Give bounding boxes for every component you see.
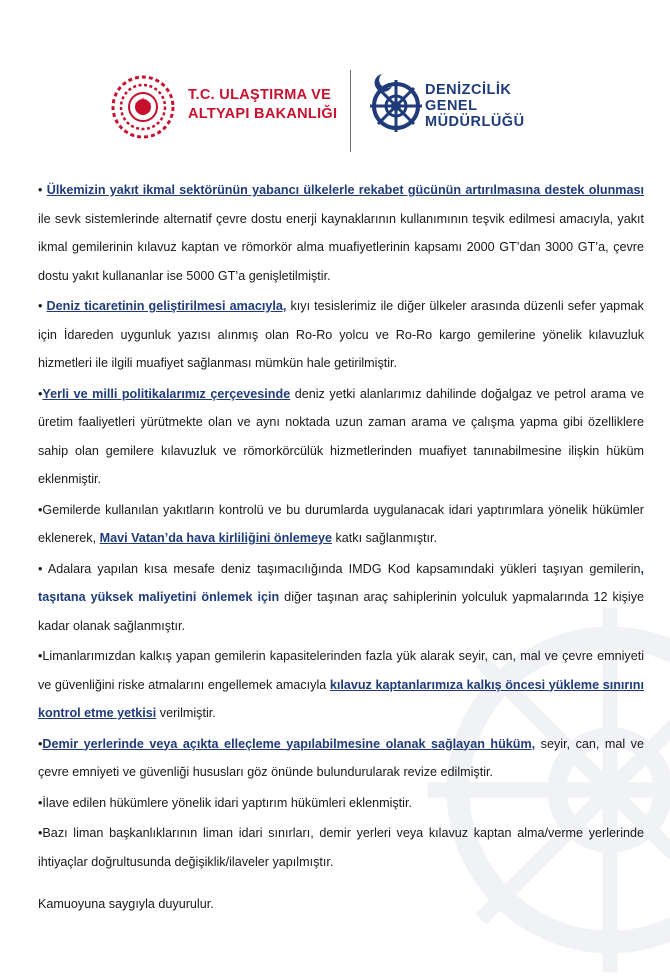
paragraph-text: • Adalara yapılan kısa mesafe deniz taşımacılığında IMDG Kod kapsamındaki yükleri taşıyan gemilerin	[38, 561, 641, 576]
paragraph-4	[38, 496, 644, 553]
closing-line: Kamuoyuna saygıyla duyurulur.	[38, 897, 214, 911]
directorate-name-line2: GENEL	[425, 98, 478, 114]
paragraph-text: verilmiştir.	[156, 706, 216, 720]
highlighted-phrase: Demir yerlerinde veya açıkta elleçleme yapılabilmesine olanak sağlayan hüküm,	[42, 736, 536, 751]
highlighted-phrase: Mavi Vatan’da hava kirliliğini önlemeye	[99, 531, 332, 545]
ministry-name-line1: T.C. ULAŞTIRMA VE	[188, 87, 332, 103]
header-divider	[350, 70, 351, 152]
paragraph-text: diğer taşınan araç sahiplerinin yolculuk yapmalarında 12 kişiye kadar olanak sağlanmıştır.	[38, 590, 644, 633]
bullet: •	[38, 386, 43, 401]
directorate-logo	[368, 70, 588, 150]
letterhead	[0, 60, 670, 160]
directorate-name	[425, 82, 525, 130]
directorate-name-line1: DENİZCİLİK	[425, 82, 512, 98]
highlighted-phrase: Deniz ticaretinin geliştirilmesi amacıyla,	[46, 299, 287, 313]
paragraph-5	[38, 555, 644, 641]
paragraph-text: ile sevk sistemlerinde alternatif çevre dostu enerji kaynaklarının kullanımının teşvik edilmesi amacıyla, yakıt ikmal gemilerinin kılavuz kaptan ve römorkör alma muafiyetlerinin kapsamı 2000 GT’dan 3000 GT’a, çevre dostu yakıt kullananlar ise 5000 GT’a genişletilmiştir.	[38, 211, 644, 283]
paragraph-text: •Limanlarımızdan kalkış yapan gemilerin kapasitelerinden fazla yük alarak seyir, can, mal ve çevre emniyeti ve güvenliğini riske atmalarını engellemek amacıyla	[38, 649, 644, 692]
paragraph-text: •İlave edilen hükümlere yönelik idari yaptırım hükümleri eklenmiştir.	[38, 795, 412, 810]
bullet: •	[38, 299, 47, 313]
highlighted-phrase: Yerli ve milli politikalarımız çerçevesinde	[42, 386, 291, 401]
paragraph-text: •Bazı liman başkanlıklarının liman idari sınırları, demir yerleri veya kılavuz kaptan alma/verme yerlerinde ihtiyaçlar doğrultusunda değişiklik/ilaveler yapılmıştır.	[38, 826, 644, 869]
announcement-body	[38, 176, 644, 921]
ministry-logo	[108, 72, 338, 142]
anchor-wheel-icon	[368, 72, 424, 134]
paragraph-text: katkı sağlanmıştır.	[332, 531, 437, 545]
paragraph-9	[38, 819, 644, 876]
ministry-name-line2: ALTYAPI BAKANLIĞI	[188, 106, 338, 122]
paragraph-1	[38, 176, 644, 290]
bullet: •	[38, 736, 43, 751]
paragraph-3	[38, 380, 644, 494]
directorate-name-line3: MÜDÜRLÜĞÜ	[425, 114, 525, 130]
paragraph-7	[38, 730, 644, 787]
highlighted-phrase: kılavuz kaptanlarımıza kalkış öncesi yükleme sınırını kontrol etme yetkisi	[38, 677, 644, 720]
paragraph-2	[38, 292, 644, 378]
highlighted-phrase: Ülkemizin yakıt ikmal sektörünün yabancı ülkelerle rekabet gücünün artırılmasına destek olunması	[46, 183, 644, 197]
ministry-emblem-icon	[108, 72, 178, 142]
ministry-name	[188, 86, 337, 124]
paragraph-text: seyir, can, mal ve çevre emniyeti ve güvenliği hususları göz önünde bulundurularak revize edilmiştir.	[38, 736, 644, 779]
paragraph-text: kıyı tesislerimiz ile diğer ülkeler arasında düzenli sefer yapmak için İdareden uygunluk yazısı alınmış olan Ro-Ro yolcu ve Ro-Ro kargo gemilerine yönelik kılavuzluk hizmetleri ile ilgili muafiyet sağlanması mümkün hale getirilmiştir.	[38, 299, 644, 370]
bullet: •	[38, 183, 47, 197]
paragraph-text: •Gemilerde kullanılan yakıtların kontrolü ve bu durumlarda uygulanacak idari yaptırımlara yönelik hükümler eklenerek,	[38, 502, 644, 545]
highlighted-phrase: , taşıtana yüksek maliyetini önlemek için	[38, 561, 644, 604]
paragraph-text: deniz yetki alanlarımız dahilinde doğalgaz ve petrol arama ve üretim faaliyetleri yürütmekte olan ve aynı noktada uzun zaman arama ve çalışma yapma gibi özelliklere sahip olan gemilere kılavuzluk ve römorkörcülük hizmetlerinden muafiyet tanınabilmesine ilişkin hüküm eklenmiştir.	[38, 386, 645, 486]
paragraph-8	[38, 789, 644, 818]
paragraph-6	[38, 642, 644, 728]
